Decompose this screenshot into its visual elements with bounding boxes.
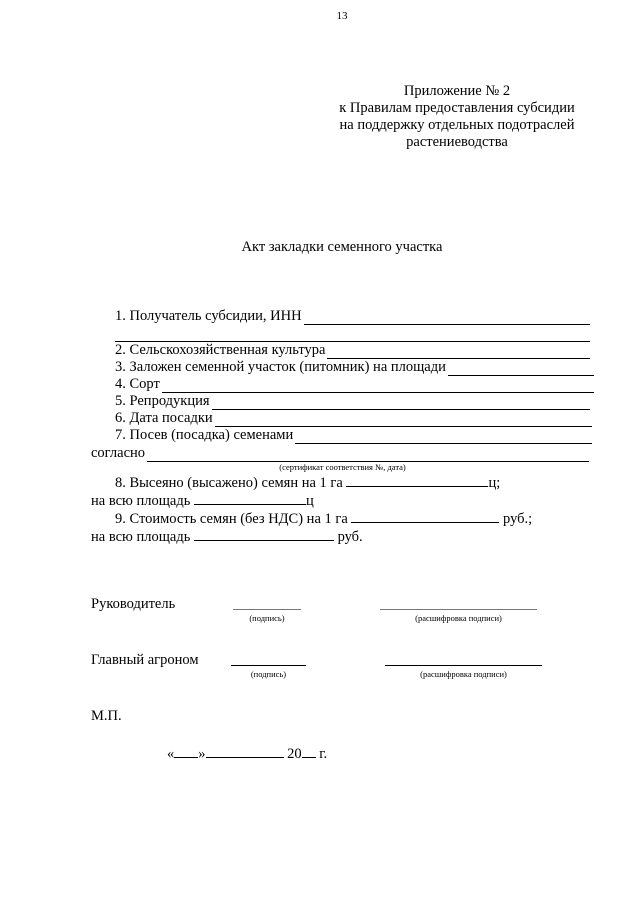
field-reproduction-label: 5. Репродукция xyxy=(115,393,210,409)
field-seeded-per-ha-unit: ц; xyxy=(488,475,501,491)
appendix-line-3: на поддержку отдельных подотраслей xyxy=(339,117,575,133)
field-cost-per-ha-unit: руб.; xyxy=(503,511,533,527)
date-year-prefix: 20 xyxy=(287,746,302,762)
field-seeds-label: 7. Посев (посадка) семенами xyxy=(115,427,294,443)
appendix-line-1: Приложение № 2 xyxy=(403,83,511,99)
field-seeds xyxy=(115,426,592,444)
agronomist-decoding-caption: (расшифровка подписи) xyxy=(420,669,507,679)
certificate-caption: (сертификат соответствия №, дата) xyxy=(279,462,406,472)
agronomist-signature-line[interactable] xyxy=(231,665,306,666)
appendix-line-4: растениеводства xyxy=(406,134,508,150)
date-year-suffix: г. xyxy=(319,746,328,762)
field-cost-total-blank[interactable] xyxy=(194,527,334,541)
field-reproduction-blank[interactable] xyxy=(212,396,590,410)
field-recipient-inn-label: 1. Получатель субсидии, ИНН xyxy=(115,308,302,324)
field-crop xyxy=(115,341,590,359)
head-decoding-caption: (расшифровка подписи) xyxy=(415,613,502,623)
field-seeded-total xyxy=(91,491,314,510)
agronomist-label: Главный агроном xyxy=(91,652,199,668)
date-year-blank[interactable] xyxy=(302,744,316,758)
field-agreement xyxy=(91,444,589,462)
field-plot-area-blank[interactable] xyxy=(448,362,594,376)
date-month-blank[interactable] xyxy=(206,744,284,758)
field-crop-label: 2. Сельскохозяйственная культура xyxy=(115,342,326,358)
field-agreement-label: согласно xyxy=(91,445,146,461)
field-planting-date xyxy=(115,409,592,427)
field-cost-per-ha-label: 9. Стоимость семян (без НДС) на 1 га xyxy=(115,511,348,527)
head-signature-caption: (подпись) xyxy=(249,613,285,623)
field-seeded-per-ha-label: 8. Высеяно (высажено) семян на 1 га xyxy=(115,475,343,491)
agronomist-decoding-line[interactable] xyxy=(385,665,542,666)
field-recipient-continuation xyxy=(115,324,590,342)
date-day-blank[interactable] xyxy=(174,744,198,758)
field-cost-total-label: на всю площадь xyxy=(91,529,191,545)
field-seeded-total-blank[interactable] xyxy=(194,491,306,505)
field-cost-per-ha-blank[interactable] xyxy=(351,509,499,523)
field-planting-date-label: 6. Дата посадки xyxy=(115,410,213,426)
head-label: Руководитель xyxy=(91,596,176,612)
field-seeded-total-label: на всю площадь xyxy=(91,493,191,509)
field-recipient-inn xyxy=(115,307,590,325)
field-reproduction xyxy=(115,392,590,410)
date-close-quote: » xyxy=(198,746,206,762)
appendix-line-2: к Правилам предоставления субсидии xyxy=(339,100,575,116)
field-seeded-total-unit: ц xyxy=(305,493,314,509)
date-open-quote: « xyxy=(167,746,175,762)
field-variety-label: 4. Сорт xyxy=(115,376,160,392)
field-variety xyxy=(115,375,594,393)
field-recipient-inn-blank[interactable] xyxy=(304,311,590,325)
field-plot-area xyxy=(115,358,594,376)
field-seeded-per-ha-blank[interactable] xyxy=(346,473,488,487)
document-title: Акт закладки семенного участка xyxy=(241,239,443,255)
field-cost-total-unit: руб. xyxy=(337,529,363,545)
field-agreement-blank[interactable] xyxy=(147,448,589,462)
field-cost-total xyxy=(91,527,363,546)
page-number: 13 xyxy=(336,10,348,22)
appendix-header xyxy=(332,83,582,151)
head-signature-line[interactable] xyxy=(233,609,301,610)
field-seeds-blank[interactable] xyxy=(295,430,592,444)
field-planting-date-blank[interactable] xyxy=(215,413,592,427)
field-crop-blank[interactable] xyxy=(327,345,590,359)
field-variety-blank[interactable] xyxy=(162,379,594,393)
agronomist-signature-caption: (подпись) xyxy=(250,669,287,679)
field-cost-per-ha xyxy=(115,509,532,528)
field-recipient-continuation-blank[interactable] xyxy=(115,328,590,342)
date-line xyxy=(167,744,327,763)
stamp-place: М.П. xyxy=(91,708,122,724)
field-plot-area-label: 3. Заложен семенной участок (питомник) на площади xyxy=(115,359,446,375)
field-seeded-per-ha xyxy=(115,473,500,492)
head-decoding-line[interactable] xyxy=(380,609,537,610)
